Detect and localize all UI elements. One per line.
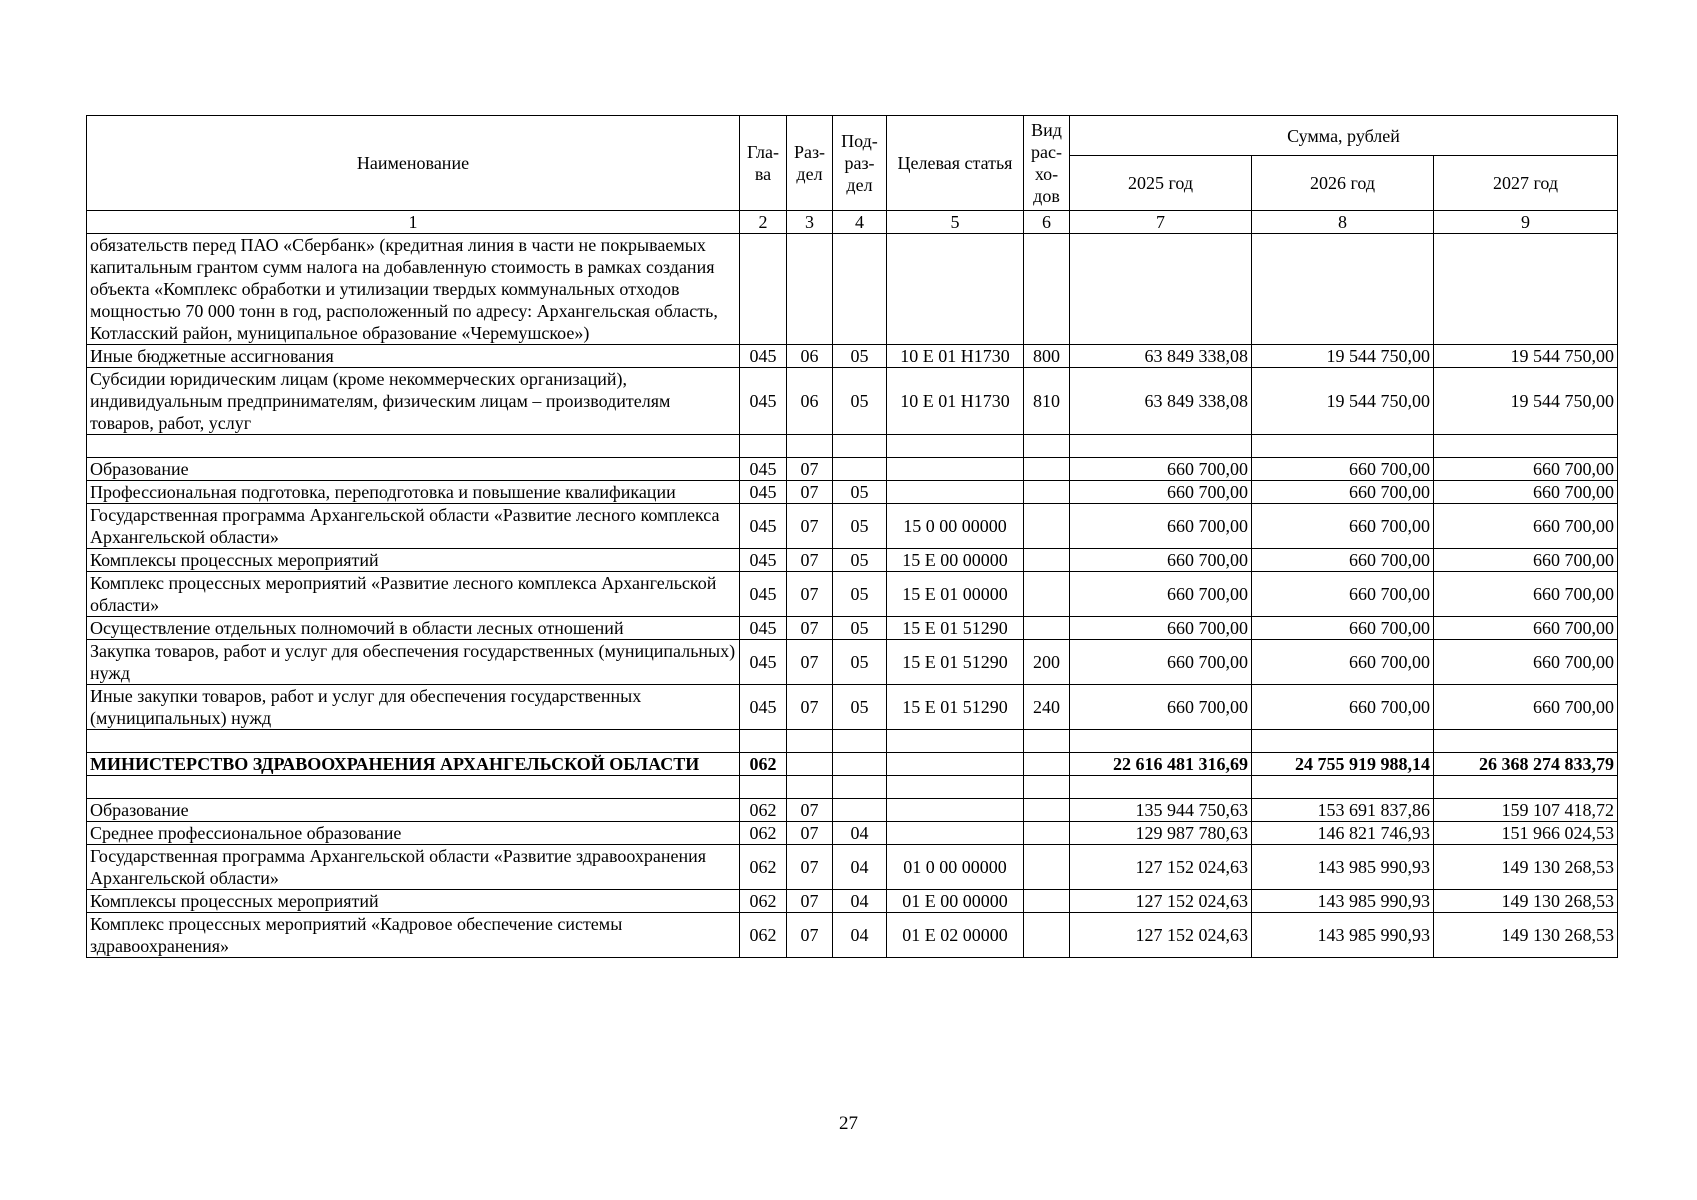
amount-2027-cell: 660 700,00 [1434,481,1618,504]
amount-2025-cell [1070,776,1252,799]
razdel-cell: 07 [787,640,833,685]
table-row [87,753,1618,776]
column-number: 8 [1252,211,1434,234]
amount-2025-cell: 660 700,00 [1070,504,1252,549]
amount-2026-cell: 660 700,00 [1252,685,1434,730]
row-name-cell [87,730,740,753]
glava-cell: 062 [740,822,787,845]
glava-cell: 045 [740,549,787,572]
article-cell [887,799,1024,822]
amount-2026-cell: 660 700,00 [1252,504,1434,549]
amount-2025-cell [1070,435,1252,458]
vid-cell [1024,913,1070,958]
table-row [87,640,1618,685]
razdel-cell: 07 [787,890,833,913]
glava-cell: 045 [740,640,787,685]
amount-2025-cell: 660 700,00 [1070,685,1252,730]
row-name-cell: Образование [87,458,740,481]
amount-2026-cell [1252,730,1434,753]
amount-2027-cell: 660 700,00 [1434,504,1618,549]
article-cell [887,435,1024,458]
amount-2026-cell [1252,776,1434,799]
row-name-cell: Комплексы процессных мероприятий [87,890,740,913]
glava-cell: 045 [740,481,787,504]
amount-2026-cell [1252,234,1434,345]
podrazdel-cell: 04 [833,890,887,913]
razdel-cell: 07 [787,572,833,617]
vid-cell [1024,572,1070,617]
article-cell [887,234,1024,345]
column-number: 2 [740,211,787,234]
article-cell [887,458,1024,481]
amount-2025-cell: 660 700,00 [1070,549,1252,572]
header-name: Наименование [87,116,740,211]
table-row [87,504,1618,549]
table-row [87,345,1618,368]
podrazdel-cell: 05 [833,368,887,435]
podrazdel-cell: 05 [833,617,887,640]
glava-cell: 062 [740,753,787,776]
vid-cell [1024,730,1070,753]
header-glava: Гла-ва [740,116,787,211]
razdel-cell: 07 [787,458,833,481]
vid-cell [1024,504,1070,549]
razdel-cell [787,730,833,753]
amount-2027-cell: 149 130 268,53 [1434,890,1618,913]
article-cell: 15 0 00 00000 [887,504,1024,549]
row-name-cell: Субсидии юридическим лицам (кроме некоммерческих организаций), индивидуальным предпринимателям, физическим лицам – производителям товаров, работ, услуг [87,368,740,435]
article-cell: 15 Е 01 51290 [887,685,1024,730]
amount-2027-cell: 660 700,00 [1434,549,1618,572]
blank-row [87,776,1618,799]
vid-cell [1024,234,1070,345]
article-cell: 15 Е 00 00000 [887,549,1024,572]
amount-2027-cell: 660 700,00 [1434,640,1618,685]
amount-2026-cell: 19 544 750,00 [1252,368,1434,435]
header-sum: Сумма, рублей [1070,116,1618,156]
header-vid: Вид рас-хо-дов [1024,116,1070,211]
amount-2025-cell: 127 152 024,63 [1070,890,1252,913]
glava-cell: 062 [740,913,787,958]
article-cell: 15 Е 01 51290 [887,617,1024,640]
amount-2027-cell: 19 544 750,00 [1434,368,1618,435]
razdel-cell [787,234,833,345]
amount-2026-cell: 143 985 990,93 [1252,913,1434,958]
amount-2026-cell: 660 700,00 [1252,640,1434,685]
row-name-cell [87,776,740,799]
table-row [87,913,1618,958]
article-cell [887,776,1024,799]
amount-2027-cell: 159 107 418,72 [1434,799,1618,822]
vid-cell [1024,481,1070,504]
podrazdel-cell [833,435,887,458]
vid-cell: 200 [1024,640,1070,685]
amount-2027-cell: 660 700,00 [1434,685,1618,730]
amount-2026-cell: 660 700,00 [1252,549,1434,572]
article-cell [887,730,1024,753]
table-row [87,890,1618,913]
amount-2026-cell: 143 985 990,93 [1252,845,1434,890]
amount-2025-cell: 660 700,00 [1070,640,1252,685]
glava-cell: 062 [740,845,787,890]
amount-2025-cell: 660 700,00 [1070,458,1252,481]
table-row [87,549,1618,572]
vid-cell [1024,458,1070,481]
amount-2027-cell: 149 130 268,53 [1434,845,1618,890]
row-name-cell: Комплекс процессных мероприятий «Кадровое обеспечение системы здравоохранения» [87,913,740,958]
razdel-cell [787,753,833,776]
glava-cell: 045 [740,685,787,730]
podrazdel-cell: 04 [833,913,887,958]
amount-2027-cell [1434,234,1618,345]
amount-2026-cell: 660 700,00 [1252,572,1434,617]
vid-cell [1024,890,1070,913]
row-name-cell: Государственная программа Архангельской области «Развитие здравоохранения Архангельской области» [87,845,740,890]
podrazdel-cell [833,730,887,753]
amount-2027-cell: 660 700,00 [1434,458,1618,481]
amount-2026-cell: 24 755 919 988,14 [1252,753,1434,776]
table-row [87,368,1618,435]
amount-2027-cell [1434,776,1618,799]
glava-cell: 045 [740,368,787,435]
column-number: 9 [1434,211,1618,234]
glava-cell [740,234,787,345]
amount-2026-cell: 146 821 746,93 [1252,822,1434,845]
razdel-cell: 06 [787,368,833,435]
article-cell: 15 Е 01 00000 [887,572,1024,617]
header-year-2026: 2026 год [1252,156,1434,211]
row-name-cell: Закупка товаров, работ и услуг для обеспечения государственных (муниципальных) нужд [87,640,740,685]
article-cell: 01 Е 00 00000 [887,890,1024,913]
amount-2026-cell: 143 985 990,93 [1252,890,1434,913]
column-number: 5 [887,211,1024,234]
razdel-cell: 07 [787,685,833,730]
row-name-cell: Комплексы процессных мероприятий [87,549,740,572]
header-year-2027: 2027 год [1434,156,1618,211]
vid-cell [1024,822,1070,845]
podrazdel-cell [833,234,887,345]
column-number: 3 [787,211,833,234]
amount-2027-cell [1434,730,1618,753]
row-name-cell: Комплекс процессных мероприятий «Развитие лесного комплекса Архангельской области» [87,572,740,617]
row-name-cell: Среднее профессиональное образование [87,822,740,845]
table-row [87,234,1618,345]
glava-cell: 062 [740,890,787,913]
razdel-cell: 07 [787,481,833,504]
razdel-cell: 07 [787,799,833,822]
article-cell: 10 Е 01 Н1730 [887,345,1024,368]
vid-cell [1024,753,1070,776]
amount-2025-cell: 660 700,00 [1070,572,1252,617]
glava-cell [740,435,787,458]
razdel-cell: 07 [787,617,833,640]
header-article: Целевая статья [887,116,1024,211]
amount-2027-cell: 660 700,00 [1434,617,1618,640]
header-podrazdel: Под-раз-дел [833,116,887,211]
article-cell: 01 Е 02 00000 [887,913,1024,958]
podrazdel-cell: 05 [833,685,887,730]
amount-2025-cell: 135 944 750,63 [1070,799,1252,822]
row-name-cell: Иные бюджетные ассигнования [87,345,740,368]
podrazdel-cell [833,458,887,481]
amount-2027-cell: 660 700,00 [1434,572,1618,617]
amount-2025-cell: 127 152 024,63 [1070,845,1252,890]
podrazdel-cell: 04 [833,822,887,845]
table-row [87,845,1618,890]
blank-row [87,730,1618,753]
razdel-cell: 07 [787,845,833,890]
column-number-row [87,211,1618,234]
amount-2026-cell: 660 700,00 [1252,481,1434,504]
blank-row [87,435,1618,458]
row-name-cell: МИНИСТЕРСТВО ЗДРАВООХРАНЕНИЯ АРХАНГЕЛЬСКОЙ ОБЛАСТИ [87,753,740,776]
vid-cell [1024,799,1070,822]
amount-2025-cell: 660 700,00 [1070,481,1252,504]
glava-cell: 045 [740,617,787,640]
razdel-cell: 07 [787,913,833,958]
row-name-cell: обязательств перед ПАО «Сбербанк» (кредитная линия в части не покрываемых капитальным грантом сумм налога на добавленную стоимость в рамках создания объекта «Комплекс обработки и утилизации твердых коммунальных отходов мощностью 70 000 тонн в год, расположенный по адресу: Архангельская область, Котласский район, муниципальное образование «Черемушское») [87,234,740,345]
amount-2026-cell: 19 544 750,00 [1252,345,1434,368]
article-cell [887,822,1024,845]
vid-cell [1024,435,1070,458]
vid-cell [1024,617,1070,640]
article-cell: 10 Е 01 Н1730 [887,368,1024,435]
page-number: 27 [839,1113,858,1134]
glava-cell: 045 [740,504,787,549]
amount-2025-cell [1070,234,1252,345]
article-cell: 01 0 00 00000 [887,845,1024,890]
row-name-cell: Иные закупки товаров, работ и услуг для обеспечения государственных (муниципальных) нужд [87,685,740,730]
glava-cell: 062 [740,799,787,822]
vid-cell: 240 [1024,685,1070,730]
row-name-cell: Образование [87,799,740,822]
podrazdel-cell: 05 [833,572,887,617]
column-number: 7 [1070,211,1252,234]
amount-2027-cell: 19 544 750,00 [1434,345,1618,368]
article-cell: 15 Е 01 51290 [887,640,1024,685]
table-row [87,822,1618,845]
amount-2025-cell: 127 152 024,63 [1070,913,1252,958]
vid-cell [1024,776,1070,799]
column-number: 4 [833,211,887,234]
amount-2027-cell: 151 966 024,53 [1434,822,1618,845]
table-row [87,481,1618,504]
amount-2026-cell [1252,435,1434,458]
razdel-cell: 06 [787,345,833,368]
razdel-cell: 07 [787,504,833,549]
podrazdel-cell: 05 [833,640,887,685]
amount-2025-cell [1070,730,1252,753]
row-name-cell [87,435,740,458]
column-number: 6 [1024,211,1070,234]
amount-2027-cell: 149 130 268,53 [1434,913,1618,958]
podrazdel-cell [833,753,887,776]
vid-cell [1024,845,1070,890]
header-year-2025: 2025 год [1070,156,1252,211]
article-cell [887,753,1024,776]
podrazdel-cell: 04 [833,845,887,890]
glava-cell: 045 [740,572,787,617]
table-row [87,458,1618,481]
amount-2026-cell: 660 700,00 [1252,458,1434,481]
amount-2026-cell: 660 700,00 [1252,617,1434,640]
razdel-cell: 07 [787,549,833,572]
article-cell [887,481,1024,504]
podrazdel-cell: 05 [833,481,887,504]
amount-2027-cell: 26 368 274 833,79 [1434,753,1618,776]
glava-cell [740,776,787,799]
table-row [87,572,1618,617]
vid-cell [1024,549,1070,572]
razdel-cell [787,776,833,799]
vid-cell: 800 [1024,345,1070,368]
podrazdel-cell [833,776,887,799]
table-body [87,234,1618,958]
podrazdel-cell: 05 [833,345,887,368]
podrazdel-cell: 05 [833,504,887,549]
podrazdel-cell [833,799,887,822]
budget-table [86,115,1618,958]
table-row [87,617,1618,640]
table-row [87,799,1618,822]
amount-2026-cell: 153 691 837,86 [1252,799,1434,822]
vid-cell: 810 [1024,368,1070,435]
column-number: 1 [87,211,740,234]
glava-cell: 045 [740,458,787,481]
amount-2025-cell: 63 849 338,08 [1070,368,1252,435]
table-row [87,685,1618,730]
header-razdel: Раз-дел [787,116,833,211]
row-name-cell: Осуществление отдельных полномочий в области лесных отношений [87,617,740,640]
row-name-cell: Профессиональная подготовка, переподготовка и повышение квалификации [87,481,740,504]
glava-cell: 045 [740,345,787,368]
amount-2025-cell: 129 987 780,63 [1070,822,1252,845]
amount-2025-cell: 22 616 481 316,69 [1070,753,1252,776]
amount-2027-cell [1434,435,1618,458]
amount-2025-cell: 63 849 338,08 [1070,345,1252,368]
razdel-cell [787,435,833,458]
glava-cell [740,730,787,753]
razdel-cell: 07 [787,822,833,845]
amount-2025-cell: 660 700,00 [1070,617,1252,640]
podrazdel-cell: 05 [833,549,887,572]
row-name-cell: Государственная программа Архангельской области «Развитие лесного комплекса Архангельской области» [87,504,740,549]
